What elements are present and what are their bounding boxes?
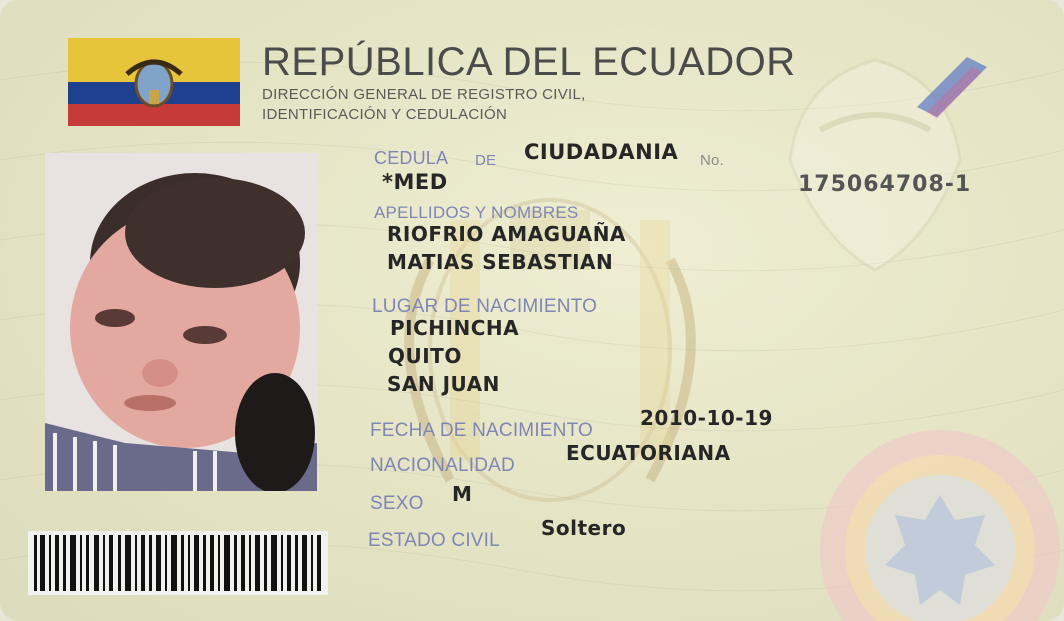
id-number: 175064708-1	[798, 172, 972, 197]
med-code: *MED	[382, 170, 448, 194]
birthplace-label: LUGAR DE NACIMIENTO	[372, 296, 598, 317]
barcode-bars	[28, 531, 328, 595]
document-label-cedula: CEDULA	[374, 148, 449, 168]
hologram-stamp	[912, 52, 992, 122]
document-label-de: DE	[475, 152, 497, 169]
nationality-label: NACIONALIDAD	[370, 455, 515, 476]
birthdate-value: 2010-10-19	[640, 406, 773, 430]
surname-value: RIOFRIO AMAGUAÑA	[387, 222, 626, 246]
issuer-line-1: DIRECCIÓN GENERAL DE REGISTRO CIVIL,	[262, 86, 586, 103]
civil-status-value: Soltero	[541, 516, 627, 540]
baby-portrait-image	[45, 153, 317, 491]
parish-value: SAN JUAN	[387, 372, 500, 396]
country-title: REPÚBLICA DEL ECUADOR	[262, 40, 796, 84]
rainbow-seal	[790, 420, 1064, 621]
holder-photo	[45, 153, 317, 491]
province-value: PICHINCHA	[390, 316, 520, 340]
number-label: No.	[700, 152, 724, 169]
flag-crest-icon	[123, 52, 185, 112]
birthdate-label: FECHA DE NACIMIENTO	[370, 420, 594, 441]
sex-label: SEXO	[370, 493, 424, 514]
document-type: CIUDADANIA	[524, 140, 679, 164]
issuer-line-2: IDENTIFICACIÓN Y CEDULACIÓN	[262, 106, 508, 123]
civil-status-label: ESTADO CIVIL	[368, 530, 500, 551]
given-names-value: MATIAS SEBASTIAN	[387, 250, 614, 274]
nationality-value: ECUATORIANA	[566, 441, 731, 465]
sex-value: M	[452, 482, 473, 506]
city-value: QUITO	[388, 344, 462, 368]
names-label: APELLIDOS Y NOMBRES	[374, 203, 579, 222]
barcode	[28, 531, 328, 595]
